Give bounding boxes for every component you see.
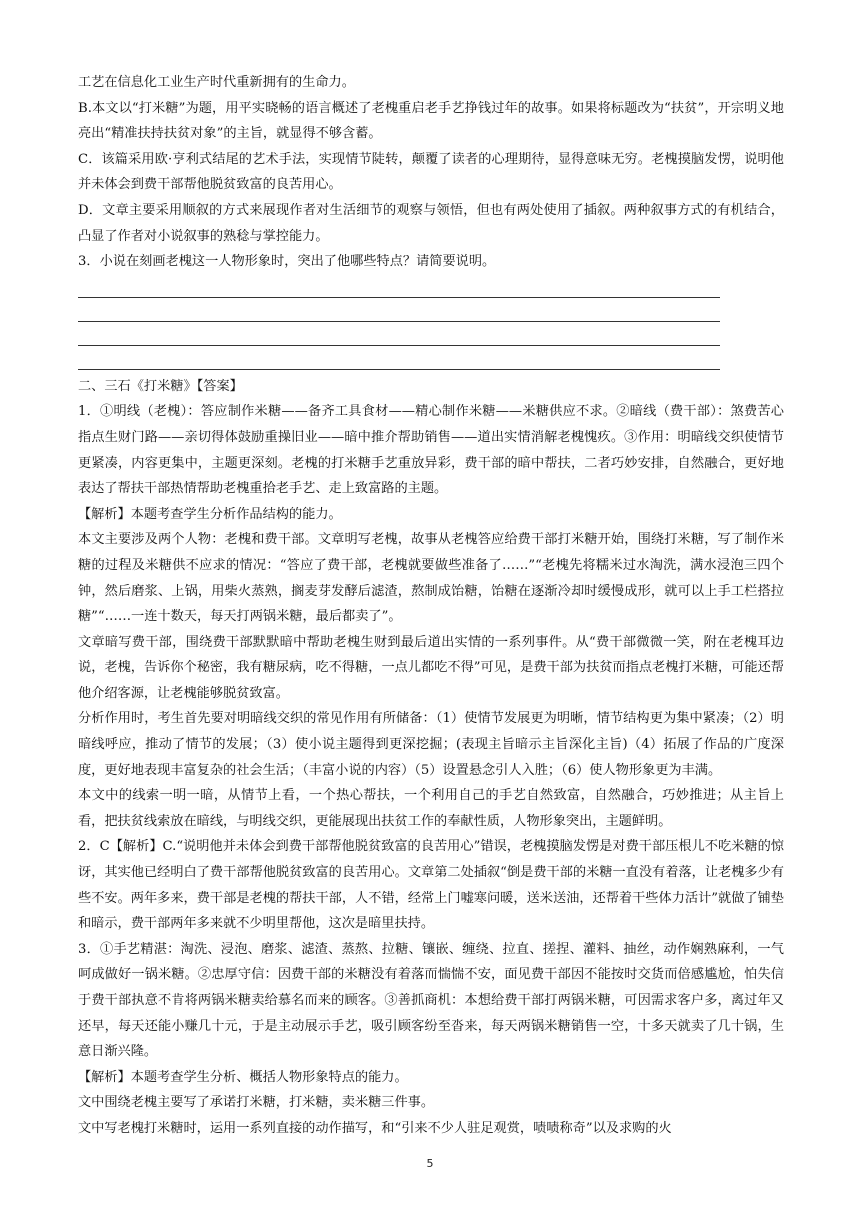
answer-heading: 二、三石《打米糖》【答案】 [78,378,243,394]
analysis-3-title: 【解析】本题考查学生分析、概括人物形象特点的能力。 [78,1069,408,1085]
answer-blank-line [78,325,720,346]
analysis-1-title: 【解析】本题考查学生分析作品结构的能力。 [78,506,342,522]
analysis-3-para: 文中围绕老槐主要写了承诺打米糖，打米糖，卖米糖三件事。 [78,1095,435,1111]
analysis-3-para: 文中写老槐打米糖时，运用一系列直接的动作描写，和“引来不少人驻足观赏，啧啧称奇”以及求购的火 [78,1120,672,1136]
text-line: 工艺在信息化工业生产时代重新拥有的生命力。 [78,75,355,90]
answer-blank-line [78,349,720,370]
answer-2: 2．C【解析】C.“说明他并未体会到费干部帮他脱贫致富的良苦用心”错误，老槐摸脑发愣是对费干部压根儿不吃米糖的惊讶，其实他已经明白了费干部帮他脱贫致富的良苦用心。文章第二处插叙“倒是费干部的米糖一直没有着落，让老槐多少有些不安。两年多来，费干部是老槐的帮扶干部，人不错，经常上门嘘寒问暖，送米送油，还帮着干些体力活计”就做了铺垫和暗示，费干部两年多来就不少明里帮他，这次是暗里扶持。 [78,839,784,932]
answer-blank-line [78,277,720,298]
answer-blank-line [78,301,720,322]
option-b: B.本文以“打米糖”为题，用平实晓畅的语言概述了老槐重启老手艺挣钱过年的故事。如果将标题改为“扶贫”，开宗明义地亮出“精准扶持扶贫对象”的主旨，就显得不够含蓄。 [78,100,784,142]
document-page [78,70,784,1142]
answer-1: 1．①明线（老槐）：答应制作米糖——备齐工具食材——精心制作米糖——米糖供应不求。②暗线（费干部）：煞费苦心指点生财门路——亲切得体鼓励重操旧业——暗中推介帮助销售——道出实情消解老槐愧疚。③作用：明暗线交织使情节更紧凑，内容更集中，主题更深刻。老槐的打米糖手艺重放异彩，费干部的暗中帮扶，二者巧妙安排，自然融合，更好地表达了帮扶干部热情帮助老槐重拾老手艺、走上致富路的主题。 [78,404,784,497]
analysis-1-para: 本文中的线索一明一暗，从情节上看，一个热心帮扶，一个利用自己的手艺自然致富，自然融合，巧妙推进；从主旨上看，把扶贫线索放在暗线，与明线交织，更能展现出扶贫工作的奉献性质，人物形象突出，主题鲜明。 [78,788,784,829]
page-number: 5 [426,1157,434,1170]
answer-3: 3．①手艺精湛：淘洗、浸泡、磨浆、滤渣、蒸熬、拉糖、镶嵌、缠绕、拉直、搓捏、灌料、抽丝，动作娴熟麻利，一气呵成做好一锅米糖。②忠厚守信：因费干部的米糖没有着落而惴惴不安，面见费干部因不能按时交货而倍感尴尬，怕失信于费干部执意不肯将两锅米糖卖给慕名而来的顾客。③善抓商机：本想给费干部打两锅米糖，可因需求客户多，离过年又还早，每天还能小赚几十元，于是主动展示手艺，吸引顾客纷至沓来，每天两锅米糖销售一空，十多天就卖了几十锅，生意日渐兴隆。 [78,941,784,1060]
question-3: 3．小说在刻画老槐这一人物形象时，突出了他哪些特点？请简要说明。 [78,254,496,270]
option-d: D．文章主要采用顺叙的方式来展现作者对生活细节的观察与领悟，但也有两处使用了插叙。两种叙事方式的有机结合，凸显了作者对小说叙事的熟稔与掌控能力。 [78,202,784,244]
analysis-1-para: 分析作用时，考生首先要对明暗线交织的常见作用有所储备：（1）使情节发展更为明晰，情节结构更为集中紧凑；（2）明暗线呼应，推动了情节的发展；（3）使小说主题得到更深挖掘；(表现主旨暗示主旨深化主旨)（4）拓展了作品的广度深度，更好地表现丰富复杂的社会生活；（丰富小说的内容）（5）设置悬念引人入胜；（6）使人物形象更为丰满。 [78,711,784,778]
analysis-1-para: 本文主要涉及两个人物：老槐和费干部。文章明写老槐，故事从老槐答应给费干部打米糖开始，围绕打米糖，写了制作米糖的过程及米糖供不应求的情况：“答应了费干部，老槐就要做些准备了……”“老槐先将糯米过水淘洗，满水浸泡三四个钟，然后磨浆、上锅，用柴火蒸熟，搁麦芽发酵后滤渣，熬制成饴糖，饴糖在逐渐冷却时缓慢成形，就可以上手工栏搭拉糖”“……一连十数天，每天打两锅米糖，最后都卖了”。 [78,532,784,625]
analysis-1-para: 文章暗写费干部，围绕费干部默默暗中帮助老槐生财到最后道出实情的一系列事件。从“费干部微微一笑，附在老槐耳边说，老槐，告诉你个秘密，我有糖尿病，吃不得糖，一点儿都吃不得”可见，是费干部为扶贫而指点老槐打米糖，可能还帮他介绍客源，让老槐能够脱贫致富。 [78,634,784,701]
option-c: C．该篇采用欧·亨利式结尾的艺术手法，实现情节陡转，颠覆了读者的心理期待，显得意味无穷。老槐摸脑发愣，说明他并未体会到费干部帮他脱贫致富的良苦用心。 [78,151,784,193]
